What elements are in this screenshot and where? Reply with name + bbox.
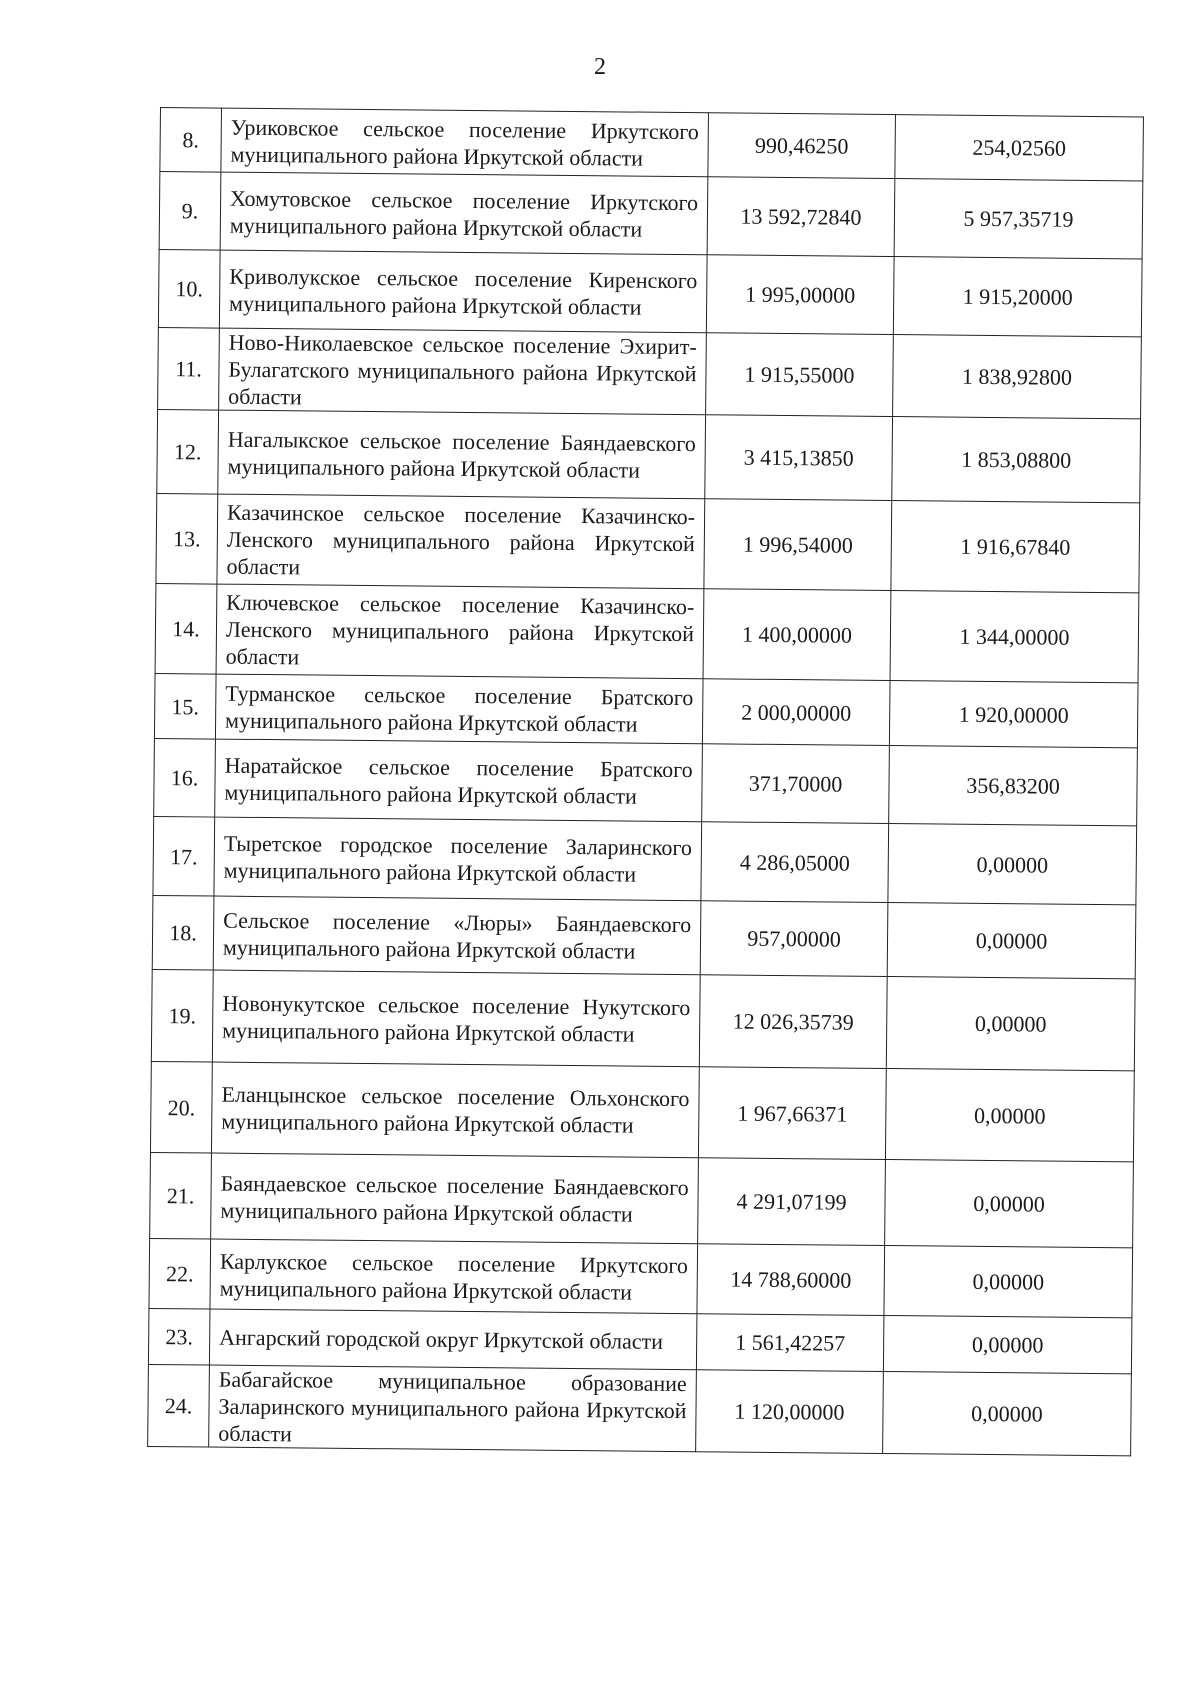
amount-1-cell — [708, 113, 896, 179]
amount-1-text: 4 286,05000 — [739, 849, 850, 876]
table-row — [149, 1238, 1133, 1317]
table-row — [148, 1308, 1131, 1373]
table-row — [154, 738, 1138, 825]
allocation-table — [147, 107, 1144, 1456]
amount-1-text: 1 967,66371 — [737, 1100, 848, 1127]
row-number-text: 14. — [172, 616, 200, 642]
table-row — [150, 1061, 1134, 1161]
settlement-name-cell — [218, 410, 706, 499]
settlement-name-cell — [219, 250, 707, 333]
amount-2-cell — [885, 1069, 1134, 1162]
row-number-text: 19. — [168, 1003, 197, 1029]
settlement-name-cell — [216, 584, 704, 679]
amount-1-text: 1 915,55000 — [744, 361, 855, 388]
settlement-name-text: Бабагайское муниципальное образование Заларинского муниципального района Иркутской области — [218, 1366, 687, 1447]
amount-2-cell — [884, 1246, 1133, 1318]
amount-2-text: 5 957,35719 — [963, 205, 1074, 232]
row-number-text: 15. — [171, 693, 200, 719]
settlement-name-text: Ново-Николаевское сельское поселение Эхирит-Булагатского муниципального района Иркутской области — [228, 329, 697, 410]
row-number-text: 20. — [167, 1094, 196, 1120]
row-number-text: 10. — [175, 276, 204, 302]
settlement-name-text: Казачинское сельское поселение Казачинско-Ленского муниципального района Иркутской области — [226, 499, 696, 580]
amount-1-text: 1 995,00000 — [745, 281, 856, 308]
amount-2-text: 0,00000 — [972, 1268, 1045, 1295]
amount-2-cell — [890, 591, 1139, 683]
amount-1-cell — [703, 589, 891, 681]
amount-1-cell — [702, 679, 890, 746]
amount-2-text: 356,83200 — [966, 772, 1060, 799]
amount-2-cell — [887, 903, 1136, 979]
row-number-text: 21. — [166, 1183, 195, 1209]
amount-2-cell — [894, 179, 1143, 259]
settlement-name-text: Хомутовское сельское поселение Иркутского муниципального района Иркутской области — [229, 185, 699, 242]
amount-1-cell — [698, 1158, 886, 1246]
settlement-name-cell — [210, 1239, 698, 1314]
amount-1-text: 13 592,72840 — [740, 203, 862, 230]
table-row — [158, 327, 1142, 418]
amount-2-text: 1 916,67840 — [960, 533, 1071, 560]
amount-2-text: 0,00000 — [976, 851, 1049, 878]
amount-1-text: 957,00000 — [747, 925, 841, 952]
amount-2-text: 254,02560 — [972, 134, 1067, 161]
amount-1-text: 12 026,35739 — [732, 1008, 854, 1035]
amount-2-text: 1 853,08800 — [961, 446, 1072, 473]
settlement-name-text: Наратайское сельское поселение Братского муниципального района Иркутской области — [224, 752, 693, 809]
amount-1-cell — [699, 975, 887, 1069]
amount-1-cell — [697, 1244, 885, 1316]
settlement-name-text: Сельское поселение «Люры» Баяндаевского муниципального района Иркутской области — [222, 907, 692, 964]
row-number-text: 18. — [169, 920, 197, 946]
settlement-name-cell — [212, 970, 700, 1067]
table-body — [148, 108, 1144, 1456]
settlement-name-text: Уриковское сельское поселение Иркутского муниципального района Иркутской области — [230, 114, 699, 171]
amount-1-cell — [700, 901, 888, 977]
row-number-cell — [152, 895, 214, 970]
amount-2-text: 1 920,00000 — [958, 701, 1069, 728]
row-number-cell — [153, 816, 215, 896]
settlement-name-cell — [214, 817, 702, 901]
table-row — [156, 493, 1140, 592]
amount-1-text: 3 415,13850 — [743, 444, 854, 471]
settlement-name-text: Ключевское сельское поселение Казачинско-Ленского муниципального района Иркутской области — [225, 589, 695, 670]
amount-2-text: 0,00000 — [974, 1010, 1047, 1037]
amount-1-text: 371,70000 — [748, 770, 843, 797]
row-number-text: 22. — [165, 1261, 194, 1287]
amount-1-cell — [706, 255, 894, 335]
settlement-name-cell — [215, 674, 703, 744]
amount-1-text: 1 561,42257 — [735, 1329, 846, 1356]
amount-1-cell — [698, 1067, 886, 1160]
amount-2-text: 0,00000 — [973, 1190, 1045, 1217]
row-number-text: 12. — [173, 439, 202, 465]
table-row — [154, 673, 1138, 747]
amount-1-text: 4 291,07199 — [736, 1188, 847, 1215]
table-row — [151, 969, 1135, 1070]
amount-1-cell — [696, 1314, 884, 1372]
settlement-name-text: Карлукское сельское поселение Иркутского муниципального района Иркутской области — [219, 1248, 689, 1305]
row-number-cell — [154, 673, 216, 739]
settlement-name-cell — [211, 1062, 699, 1158]
settlement-name-cell — [213, 896, 701, 975]
amount-1-cell — [704, 499, 892, 591]
amount-2-cell — [885, 1160, 1134, 1248]
amount-2-text: 0,00000 — [973, 1102, 1046, 1129]
row-number-text: 13. — [172, 526, 201, 552]
row-number-cell — [150, 1061, 212, 1153]
row-number-cell — [158, 249, 220, 328]
settlement-name-text: Криволукское сельское поселение Киренского муниципального района Иркутской области — [229, 263, 698, 320]
amount-2-text: 0,00000 — [975, 927, 1048, 954]
amount-1-cell — [707, 177, 895, 257]
amount-1-cell — [706, 333, 894, 417]
row-number-cell — [150, 1152, 212, 1239]
amount-2-cell — [883, 1316, 1132, 1374]
amount-1-text: 1 120,00000 — [734, 1398, 845, 1425]
row-number-cell — [159, 172, 221, 251]
row-number-cell — [148, 1308, 210, 1365]
table-row — [153, 816, 1137, 904]
allocation-table-wrapper — [147, 107, 1144, 1456]
row-number-text: 11. — [175, 356, 202, 382]
settlement-name-text: Нагалыкское сельское поселение Баяндаевского муниципального района Иркутской области — [227, 426, 696, 483]
amount-2-text: 1 838,92800 — [961, 363, 1073, 390]
amount-2-text: 0,00000 — [971, 1400, 1043, 1427]
settlement-name-cell — [211, 1153, 699, 1244]
amount-1-text: 14 788,60000 — [730, 1266, 852, 1293]
amount-2-text: 0,00000 — [971, 1331, 1044, 1358]
amount-2-cell — [883, 1372, 1132, 1456]
row-number-cell — [160, 108, 222, 173]
row-number-text: 8. — [182, 127, 200, 153]
table-row — [148, 1364, 1132, 1455]
row-number-text: 17. — [169, 843, 198, 869]
table-row — [157, 409, 1141, 502]
settlement-name-cell — [220, 172, 708, 255]
settlement-name-cell — [219, 328, 707, 415]
settlement-name-text: Баяндаевское сельское поселение Баяндаевского муниципального района Иркутской области — [220, 1170, 689, 1227]
settlement-name-cell — [221, 108, 709, 177]
settlement-name-text: Еланцынское сельское поселение Ольхонского муниципального района Иркутской области — [221, 1081, 690, 1138]
amount-1-text: 990,46250 — [754, 132, 849, 159]
settlement-name-cell — [217, 494, 705, 589]
settlement-name-cell — [209, 1365, 697, 1452]
amount-2-cell — [889, 681, 1138, 748]
amount-1-text: 2 000,00000 — [741, 699, 852, 726]
table-row — [159, 172, 1143, 259]
row-number-text: 24. — [164, 1393, 193, 1419]
row-number-cell — [155, 583, 217, 674]
settlement-name-text: Тыретское городское поселение Заларинского муниципального района Иркутской области — [223, 830, 693, 887]
table-row — [160, 108, 1144, 181]
amount-1-text: 1 996,54000 — [742, 531, 853, 558]
amount-2-cell — [889, 746, 1138, 826]
table-row — [158, 249, 1142, 336]
row-number-text: 23. — [165, 1324, 194, 1350]
row-number-cell — [149, 1238, 211, 1309]
amount-2-cell — [888, 824, 1137, 905]
row-number-cell — [156, 493, 218, 584]
amount-2-text: 1 344,00000 — [959, 623, 1070, 650]
table-row — [150, 1152, 1134, 1247]
amount-2-text: 1 915,20000 — [962, 283, 1073, 310]
amount-1-cell — [696, 1370, 884, 1454]
amount-1-cell — [702, 744, 890, 824]
row-number-cell — [148, 1364, 210, 1447]
row-number-text: 16. — [170, 765, 199, 791]
amount-2-cell — [893, 257, 1142, 337]
settlement-name-text: Ангарский городской округ Иркутской области — [219, 1324, 664, 1354]
table-row — [152, 895, 1136, 978]
amount-2-cell — [892, 417, 1141, 503]
amount-1-cell — [701, 822, 889, 903]
amount-2-cell — [891, 501, 1140, 593]
amount-1-cell — [705, 415, 893, 501]
table-row — [155, 583, 1139, 682]
row-number-cell — [154, 738, 216, 817]
row-number-cell — [151, 969, 213, 1062]
row-number-text: 9. — [181, 198, 199, 224]
amount-2-cell — [886, 977, 1135, 1071]
amount-2-cell — [893, 335, 1142, 419]
settlement-name-cell — [215, 739, 703, 822]
amount-2-cell — [895, 115, 1144, 181]
row-number-cell — [158, 327, 220, 410]
amount-1-text: 1 400,00000 — [741, 621, 853, 648]
page-number: 2 — [594, 54, 606, 80]
settlement-name-text: Новонукутское сельское поселение Нукутского муниципального района Иркутской области — [222, 990, 691, 1047]
settlement-name-cell — [209, 1309, 697, 1370]
settlement-name-text: Турманское сельское поселение Братского муниципального района Иркутской области — [224, 680, 694, 737]
row-number-cell — [157, 409, 219, 494]
